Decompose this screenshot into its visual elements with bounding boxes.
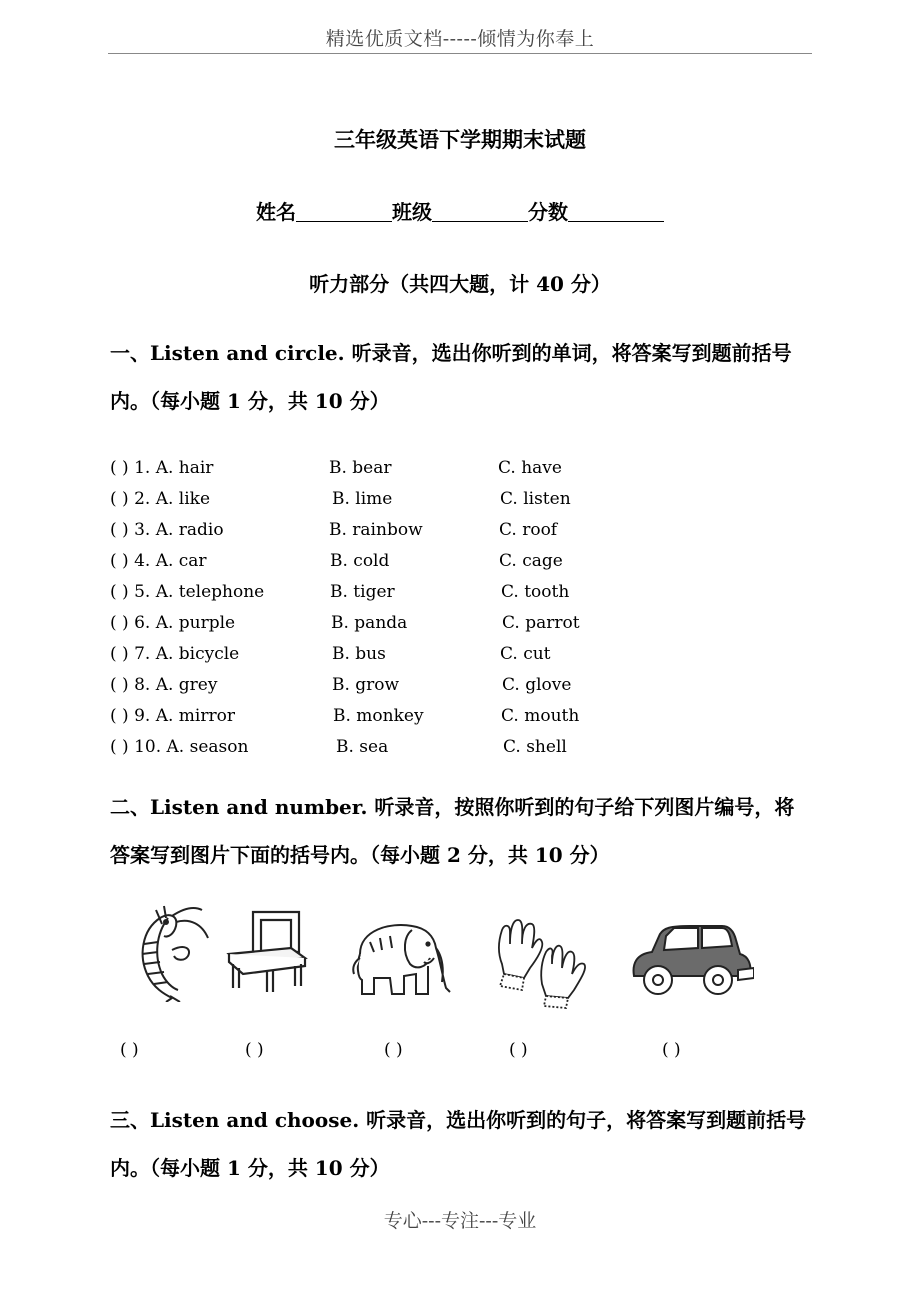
question-row — [110, 519, 810, 550]
chair-icon — [225, 908, 309, 994]
page-footer: 专心---专注---专业 — [383, 1210, 537, 1232]
picture-answer-blank[interactable]: ( ) — [509, 1040, 528, 1060]
section-2-instructions — [110, 783, 812, 879]
question-option-b: B. cold — [330, 551, 390, 571]
section-2-pictures — [110, 900, 810, 1020]
picture-answer-blank[interactable]: ( ) — [245, 1040, 264, 1060]
question-option-c: C. tooth — [501, 582, 570, 602]
header-divider — [108, 53, 812, 54]
elephant-icon — [350, 918, 454, 998]
class-blank[interactable] — [432, 201, 528, 222]
question-row — [110, 550, 810, 581]
question-row — [110, 581, 810, 612]
name-blank[interactable] — [296, 201, 392, 222]
section-1-instructions — [110, 329, 812, 425]
section-1-line-1: 一、Listen and circle. 听录音，选出你听到的单词，将答案写到题前括号 — [110, 341, 792, 365]
gloves-icon — [494, 914, 594, 1012]
section-3-line-1: 三、Listen and choose. 听录音，选出你听到的句子，将答案写到题前括号 — [110, 1108, 807, 1132]
name-label: 姓名 — [256, 200, 296, 224]
question-option-b: B. bus — [332, 644, 386, 664]
question-option-c: C. cage — [499, 551, 563, 571]
question-row — [110, 705, 810, 736]
question-option-b: B. lime — [332, 489, 393, 509]
question-option-a: ( ) 5. A. telephone — [110, 582, 265, 602]
student-info-line — [0, 196, 920, 225]
question-option-c: C. roof — [499, 520, 558, 540]
question-option-b: B. panda — [331, 613, 408, 633]
question-option-b: B. grow — [332, 675, 400, 695]
question-option-c: C. parrot — [502, 613, 580, 633]
section-2-answer-blanks — [110, 1040, 810, 1064]
question-option-a: ( ) 3. A. radio — [110, 520, 224, 540]
question-option-b: B. monkey — [333, 706, 424, 726]
listening-part-heading: 听力部分（共四大题，计 40 分） — [309, 272, 611, 296]
section-3-line-2: 内。（每小题 1 分，共 10 分） — [110, 1156, 390, 1180]
question-option-a: ( ) 2. A. like — [110, 489, 211, 509]
picture-answer-blank[interactable]: ( ) — [120, 1040, 139, 1060]
question-option-c: C. glove — [502, 675, 572, 695]
question-option-c: C. have — [498, 458, 562, 478]
exam-title: 三年级英语下学期期末试题 — [334, 127, 586, 152]
question-row — [110, 643, 810, 674]
picture-answer-blank[interactable]: ( ) — [662, 1040, 681, 1060]
question-option-a: ( ) 7. A. bicycle — [110, 644, 240, 664]
question-option-c: C. shell — [503, 737, 567, 757]
score-label: 分数 — [528, 200, 568, 224]
question-option-a: ( ) 1. A. hair — [110, 458, 214, 478]
section-1-items — [110, 457, 810, 767]
question-option-a: ( ) 10. A. season — [110, 737, 249, 757]
question-row — [110, 612, 810, 643]
page-header: 精选优质文档-----倾情为你奉上 — [325, 28, 595, 50]
section-2-line-2: 答案写到图片下面的括号内。（每小题 2 分，共 10 分） — [110, 843, 610, 867]
section-3-instructions — [110, 1096, 812, 1192]
question-option-c: C. cut — [500, 644, 551, 664]
section-2-line-1: 二、Listen and number. 听录音，按照你听到的句子给下列图片编号，将 — [110, 795, 795, 819]
question-option-b: B. tiger — [330, 582, 395, 602]
question-option-c: C. mouth — [501, 706, 580, 726]
shrimp-icon — [130, 904, 210, 1002]
question-option-b: B. sea — [336, 737, 389, 757]
picture-answer-blank[interactable]: ( ) — [384, 1040, 403, 1060]
question-row — [110, 674, 810, 705]
class-label: 班级 — [392, 200, 432, 224]
question-option-c: C. listen — [500, 489, 571, 509]
question-option-a: ( ) 8. A. grey — [110, 675, 218, 695]
question-row — [110, 736, 810, 767]
question-option-a: ( ) 4. A. car — [110, 551, 207, 571]
question-option-b: B. bear — [329, 458, 392, 478]
question-row — [110, 488, 810, 519]
question-option-a: ( ) 6. A. purple — [110, 613, 236, 633]
question-option-b: B. rainbow — [329, 520, 423, 540]
question-option-a: ( ) 9. A. mirror — [110, 706, 235, 726]
section-1-line-2: 内。（每小题 1 分，共 10 分） — [110, 389, 390, 413]
score-blank[interactable] — [568, 201, 664, 222]
question-row — [110, 457, 810, 488]
car-icon — [630, 924, 754, 1000]
